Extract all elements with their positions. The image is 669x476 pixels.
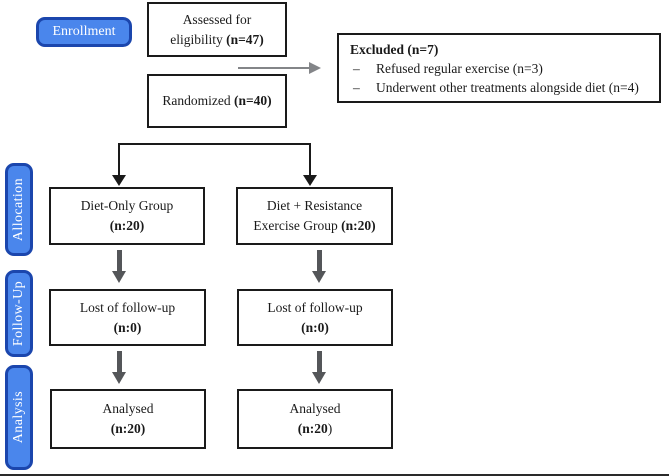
lost-left-line1: Lost of follow-up (79, 299, 176, 315)
lost-right-line1: Lost of follow-up (267, 299, 363, 315)
box-assessed-eligibility (147, 2, 287, 57)
stage-badge-analysis-label: Analysis (11, 391, 26, 444)
excluded-item-2-text: Underwent other treatments alongside diet (n=4) (376, 80, 639, 96)
assessed-line2: eligibility (n=47) (170, 31, 264, 47)
stage-badge-analysis (5, 365, 33, 470)
box-excluded (337, 33, 661, 103)
box-analysed-left (50, 389, 206, 449)
thick-arrow-left-2-stem (117, 351, 122, 373)
thick-arrow-left-1-head-icon (112, 271, 126, 283)
thick-arrow-right-1-head-icon (312, 271, 326, 283)
dash-bullet: – (353, 80, 360, 96)
box-lost-followup-left (49, 289, 206, 346)
diet-resistance-line1: Diet + Resistance (266, 198, 363, 214)
stage-badge-allocation (5, 163, 33, 256)
stage-badge-allocation-label: Allocation (11, 177, 26, 242)
thick-arrow-left-1-stem (117, 250, 122, 272)
excluded-item-1-text: Refused regular exercise (n=3) (376, 61, 543, 77)
stage-badge-enrollment-label: Enrollment (52, 24, 116, 39)
branch-right-arrow-head-icon (303, 175, 317, 186)
box-randomized (147, 74, 287, 128)
excluded-item-2 (350, 78, 639, 97)
analysed-right-line1: Analysed (289, 401, 341, 417)
thick-arrow-left-2-head-icon (112, 372, 126, 384)
lost-right-line2: (n:0) (301, 319, 329, 335)
diet-resistance-line2: Exercise Group (n:20) (253, 218, 376, 233)
analysed-right-line2: (n:20) (297, 421, 333, 436)
thick-arrow-right-1-stem (317, 250, 322, 272)
branch-right-stem (309, 143, 311, 176)
dash-bullet: – (353, 61, 360, 77)
box-lost-followup-right (237, 289, 393, 346)
branch-left-stem (118, 143, 120, 176)
excluded-arrow-head-icon (309, 62, 321, 74)
analysed-left-line1: Analysed (102, 401, 154, 417)
thick-arrow-right-2-stem (317, 351, 322, 373)
assessed-line1: Assessed for (182, 11, 252, 27)
diet-only-line2: (n:20) (109, 218, 145, 233)
excluded-item-1 (350, 59, 543, 78)
stage-badge-follow-up-label: Follow-Up (11, 280, 26, 347)
randomized-line: Randomized (n=40) (162, 93, 272, 109)
branch-horizontal-line (118, 143, 311, 145)
branch-left-arrow-head-icon (112, 175, 126, 186)
lost-left-line2: (n:0) (113, 319, 142, 335)
stage-badge-follow-up (5, 270, 33, 357)
excluded-title: Excluded (n=7) (350, 42, 439, 57)
box-analysed-right (237, 389, 393, 449)
thick-arrow-right-2-head-icon (312, 372, 326, 384)
stage-badge-enrollment (36, 17, 132, 47)
diet-only-line1: Diet-Only Group (80, 198, 174, 214)
analysed-left-line2: (n:20) (110, 421, 146, 436)
excluded-arrow-stem (238, 67, 310, 69)
box-diet-only-group (49, 187, 205, 245)
box-diet-resistance-group (236, 187, 393, 245)
